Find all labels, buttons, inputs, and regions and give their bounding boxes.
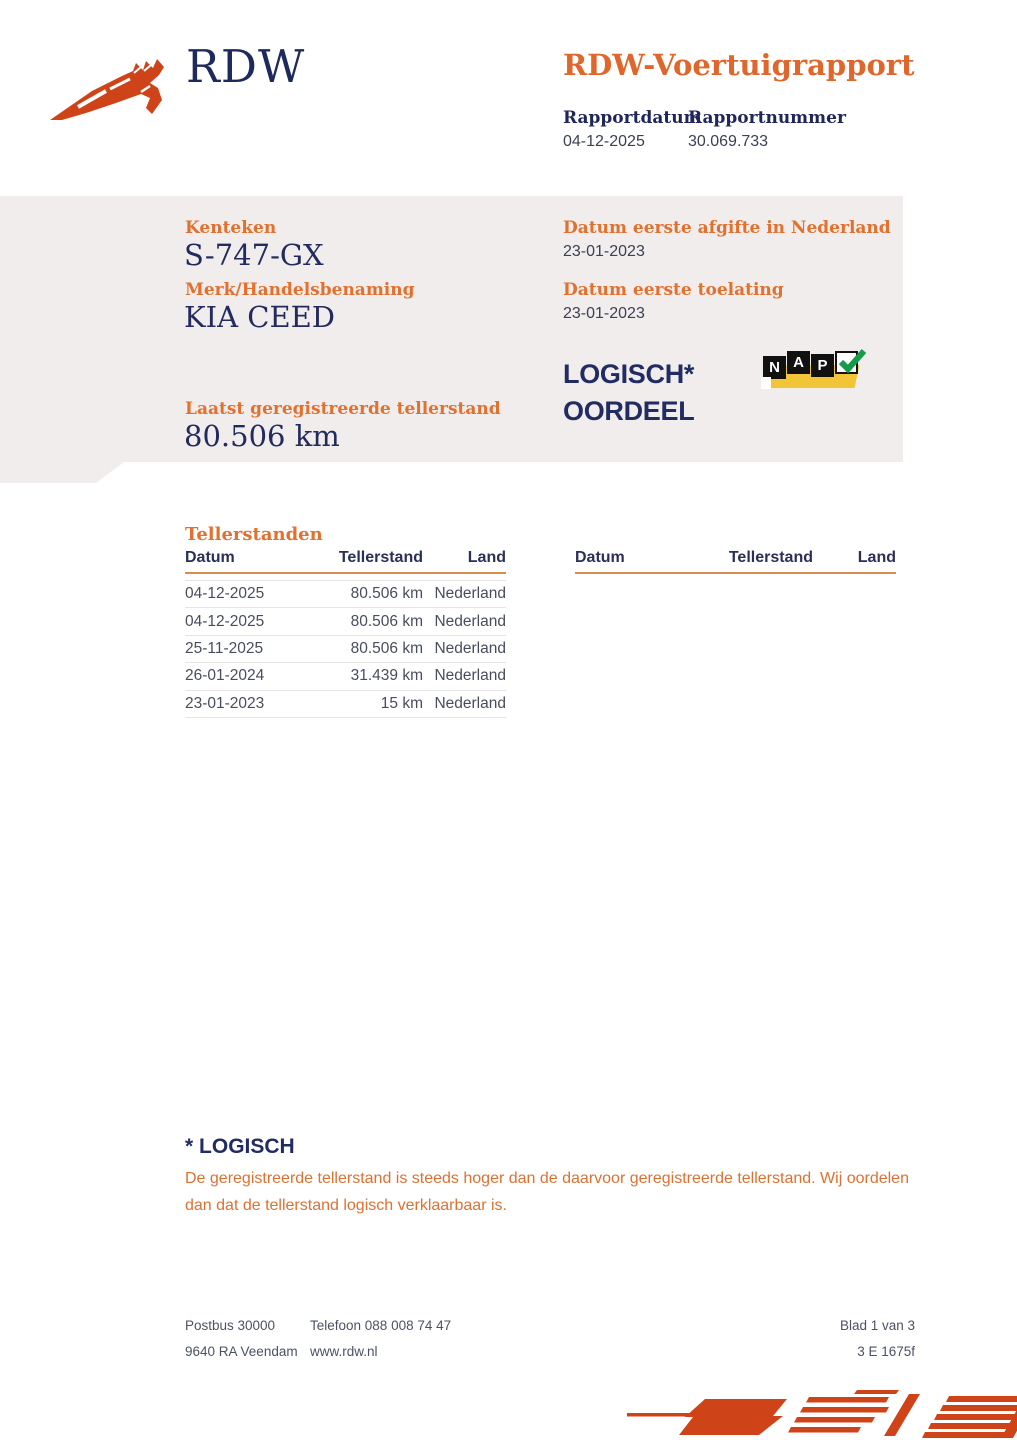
table-row [185,581,506,608]
rdw-wordmark: RDW [186,40,306,93]
cell-datum: 23-01-2023 [185,694,265,712]
checkmark-icon [838,346,868,376]
col-header-land: Land [467,549,506,566]
cell-datum: 25-11-2025 [185,639,264,657]
cell-datum: 04-12-2025 [185,585,265,603]
oordeel-line2: OORDEEL [563,396,695,426]
tellerstanden-heading: Tellerstanden [185,524,323,545]
cell-land: Nederland [434,694,506,712]
note-asterisk: * [185,1135,194,1158]
footer-page-number: Blad 1 van 3 [839,1318,915,1333]
table-header-row [575,549,896,574]
cell-tellerstand: 15 km [380,694,423,712]
footer-address-line1: Postbus 30000 [185,1318,276,1333]
col-header-datum: Datum [575,549,625,566]
report-number-label: Rapportnummer [688,108,846,128]
tellerstand-label: Laatst geregistreerde tellerstand [185,399,501,419]
cell-land: Nederland [434,612,506,630]
cell-land: Nederland [434,639,506,657]
nap-check-box [835,351,858,374]
cell-land: Nederland [434,667,506,685]
tellerstand-value: 80.506 km [184,419,340,453]
footer-form-code: 3 E 1675f [857,1344,915,1359]
table-header-row [185,549,506,574]
afgifte-label: Datum eerste afgifte in Nederland [563,218,891,238]
report-date-value: 04-12-2025 [563,133,645,150]
tellerstanden-table-right [575,549,896,574]
oordeel-line1: LOGISCH* [563,359,695,389]
table-row [185,663,506,690]
table-row [185,691,506,718]
cell-datum: 26-01-2024 [185,667,265,685]
cell-tellerstand: 80.506 km [350,639,423,657]
col-header-land: Land [857,549,896,566]
col-header-datum: Datum [185,549,235,566]
footer-phone: Telefoon 088 008 74 47 [310,1318,452,1333]
cell-datum: 04-12-2025 [185,612,265,630]
col-header-tellerstand: Tellerstand [338,549,423,566]
note-text: De geregistreerde tellerstand is steeds hoger dan de daarvoor geregistreerde tellerstand. Wij oordelen dan dat de tellerstand logisch verklaarbaar is. [185,1170,909,1214]
note-heading-text: LOGISCH [199,1135,295,1158]
nap-letter-a: A [787,351,810,374]
nap-letter-p: P [811,354,834,377]
report-date-label: Rapportdatum [563,108,702,128]
oordeel-text [563,356,694,430]
merk-value: KIA CEED [184,300,336,334]
note-heading [185,1135,295,1159]
col-header-tellerstand: Tellerstand [728,549,813,566]
nap-logo [763,350,863,392]
footer-website: www.rdw.nl [310,1344,378,1359]
kenteken-label: Kenteken [185,218,277,238]
rdw-feather-icon [46,58,178,124]
table-row [185,636,506,663]
table-row [185,608,506,635]
document-title: RDW-Voertuigrapport [563,48,915,82]
tellerstanden-table-left [185,549,506,718]
report-number-value: 30.069.733 [688,133,769,150]
cell-tellerstand: 31.439 km [350,667,423,685]
afgifte-value: 23-01-2023 [563,243,645,260]
cell-land: Nederland [434,585,506,603]
toelating-value: 23-01-2023 [563,305,645,322]
vehicle-summary-panel [0,196,903,483]
cell-tellerstand: 80.506 km [350,612,423,630]
footer-address-line2: 9640 RA Veendam [185,1344,298,1359]
toelating-label: Datum eerste toelating [563,280,784,300]
merk-label: Merk/Handelsbenaming [185,280,415,300]
kenteken-value: S-747-GX [184,238,324,272]
cell-tellerstand: 80.506 km [350,585,423,603]
rdw-flag-graphic-icon [557,1390,1017,1440]
nap-letter-n: N [763,356,786,379]
nap-white-square [761,377,771,389]
